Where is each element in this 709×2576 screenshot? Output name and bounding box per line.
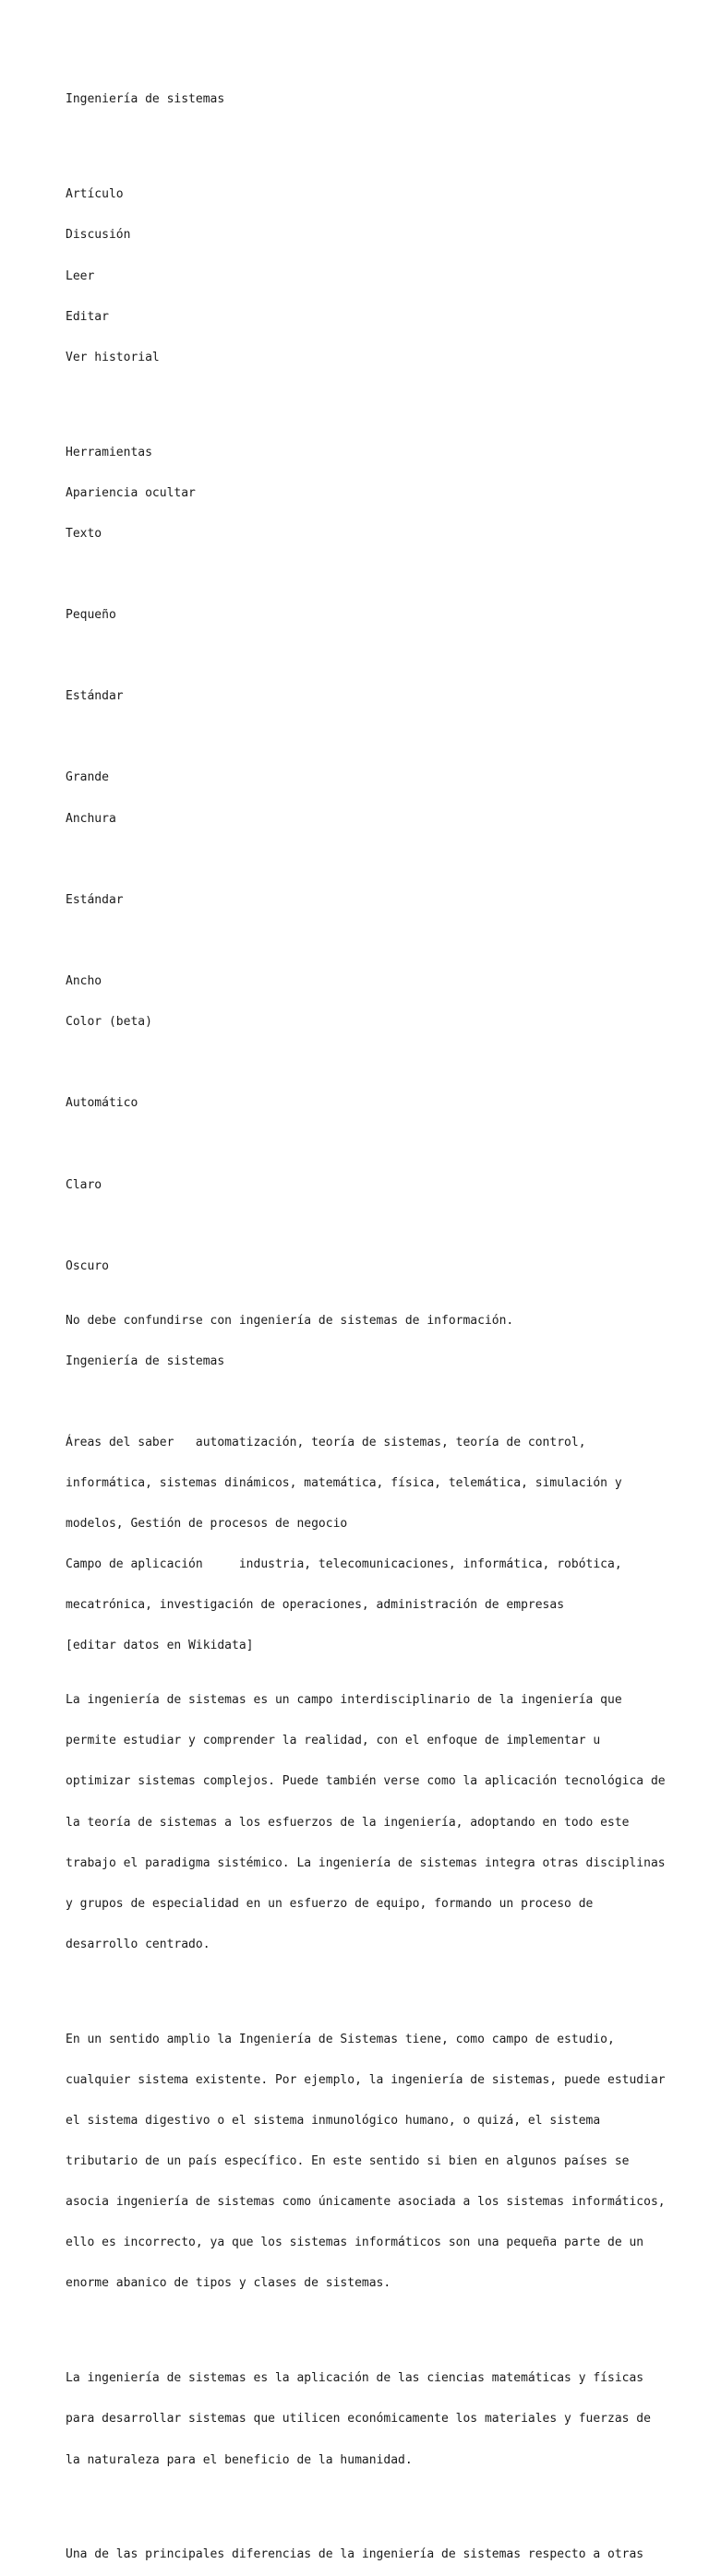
spacer	[66, 568, 638, 582]
color-dark-option[interactable]: Oscuro	[66, 1258, 109, 1273]
paragraph-line: trabajo el paradigma sistémico. La ingeniería de sistemas integra otras disciplinas	[66, 1855, 666, 1870]
width-standard-option[interactable]: Estándar	[66, 892, 124, 907]
paragraph-line: la naturaleza para el beneficio de la humanidad.	[66, 2452, 413, 2467]
spacer	[66, 135, 638, 149]
paragraph-line: La ingeniería de sistemas es la aplicación de las ciencias matemáticas y físicas	[66, 2371, 644, 2386]
spacer	[66, 1056, 638, 1070]
paragraph-line: asocia ingeniería de sistemas como únicamente asociada a los sistemas informáticos,	[66, 2195, 666, 2210]
width-label: Anchura	[66, 811, 116, 826]
tab-history[interactable]: Ver historial	[66, 350, 160, 364]
hatnote: No debe confundirse con ingeniería de sistemas de información.	[66, 1313, 514, 1328]
color-label: Color (beta)	[66, 1015, 152, 1030]
paragraph-line: el sistema digestivo o el sistema inmunológico humano, o quizá, el sistema	[66, 2113, 601, 2128]
tab-discussion[interactable]: Discusión	[66, 228, 131, 243]
paragraph-line: desarrollo centrado.	[66, 1937, 210, 1951]
spacer	[66, 2495, 638, 2509]
spacer	[66, 935, 638, 948]
spacer	[66, 731, 638, 745]
infobox-campo-line: mecatrónica, investigación de operaciones, administración de empresas	[66, 1598, 565, 1613]
paragraph-line: la teoría de sistemas a los esfuerzos de la ingeniería, adoptando en todo este	[66, 1815, 630, 1830]
text-size-small-option[interactable]: Pequeño	[66, 608, 116, 623]
spacer	[66, 2319, 638, 2332]
tab-edit[interactable]: Editar	[66, 309, 109, 324]
spacer	[66, 392, 638, 406]
appearance-header[interactable]: Apariencia ocultar	[66, 485, 196, 500]
color-auto-option[interactable]: Automático	[66, 1096, 138, 1111]
infobox-areas-line: informática, sistemas dinámicos, matemática, física, telemática, simulación y	[66, 1475, 622, 1490]
tab-article[interactable]: Artículo	[66, 187, 124, 202]
infobox-title: Ingeniería de sistemas	[66, 1354, 225, 1368]
paragraph-line: ello es incorrecto, ya que los sistemas informáticos son una pequeña parte de un	[66, 2236, 644, 2250]
paragraph-line: cualquier sistema existente. Por ejemplo, la ingeniería de sistemas, puede estudiar	[66, 2072, 666, 2087]
spacer	[66, 1220, 638, 1234]
paragraph-line: Una de las principales diferencias de la ingeniería de sistemas respecto a otras	[66, 2547, 644, 2562]
infobox-areas-line: modelos, Gestión de procesos de negocio	[66, 1517, 348, 1532]
tab-read[interactable]: Leer	[66, 268, 95, 283]
paragraph-line: y grupos de especialidad en un esfuerzo de equipo, formando un proceso de	[66, 1896, 594, 1911]
spacer	[66, 1396, 638, 1410]
infobox-areas-line: Áreas del saber automatización, teoría de sistemas, teoría de control,	[66, 1435, 586, 1449]
text-size-standard-option[interactable]: Estándar	[66, 689, 124, 704]
paragraph-line: tributario de un país específico. En este sentido si bien en algunos países se	[66, 2154, 630, 2169]
text-size-label: Texto	[66, 526, 102, 541]
paragraph-line: enorme abanico de tipos y clases de sistemas.	[66, 2276, 391, 2291]
paragraph-line: permite estudiar y comprender la realidad, con el enfoque de implementar u	[66, 1734, 601, 1748]
text-size-large-option[interactable]: Grande	[66, 770, 109, 785]
infobox-campo-line: Campo de aplicación industria, telecomunicaciones, informática, robótica,	[66, 1557, 622, 1572]
paragraph-line: para desarrollar sistemas que utilicen económicamente los materiales y fuerzas de	[66, 2412, 651, 2427]
width-wide-option[interactable]: Ancho	[66, 974, 102, 988]
color-light-option[interactable]: Claro	[66, 1177, 102, 1192]
page-title: Ingeniería de sistemas	[66, 92, 225, 107]
spacer	[66, 853, 638, 867]
article-document	[66, 66, 666, 2576]
spacer	[66, 1138, 638, 1151]
paragraph-line: optimizar sistemas complejos. Puede también verse como la aplicación tecnológica de	[66, 1774, 666, 1789]
spacer	[66, 1979, 638, 1993]
tools-menu[interactable]: Herramientas	[66, 445, 152, 459]
paragraph-line: En un sentido amplio la Ingeniería de Sistemas tiene, como campo de estudio,	[66, 2032, 615, 2046]
spacer	[66, 650, 638, 663]
edit-wikidata-link[interactable]: [editar datos en Wikidata]	[66, 1639, 254, 1653]
paragraph-line: La ingeniería de sistemas es un campo interdisciplinario de la ingeniería que	[66, 1693, 622, 1708]
